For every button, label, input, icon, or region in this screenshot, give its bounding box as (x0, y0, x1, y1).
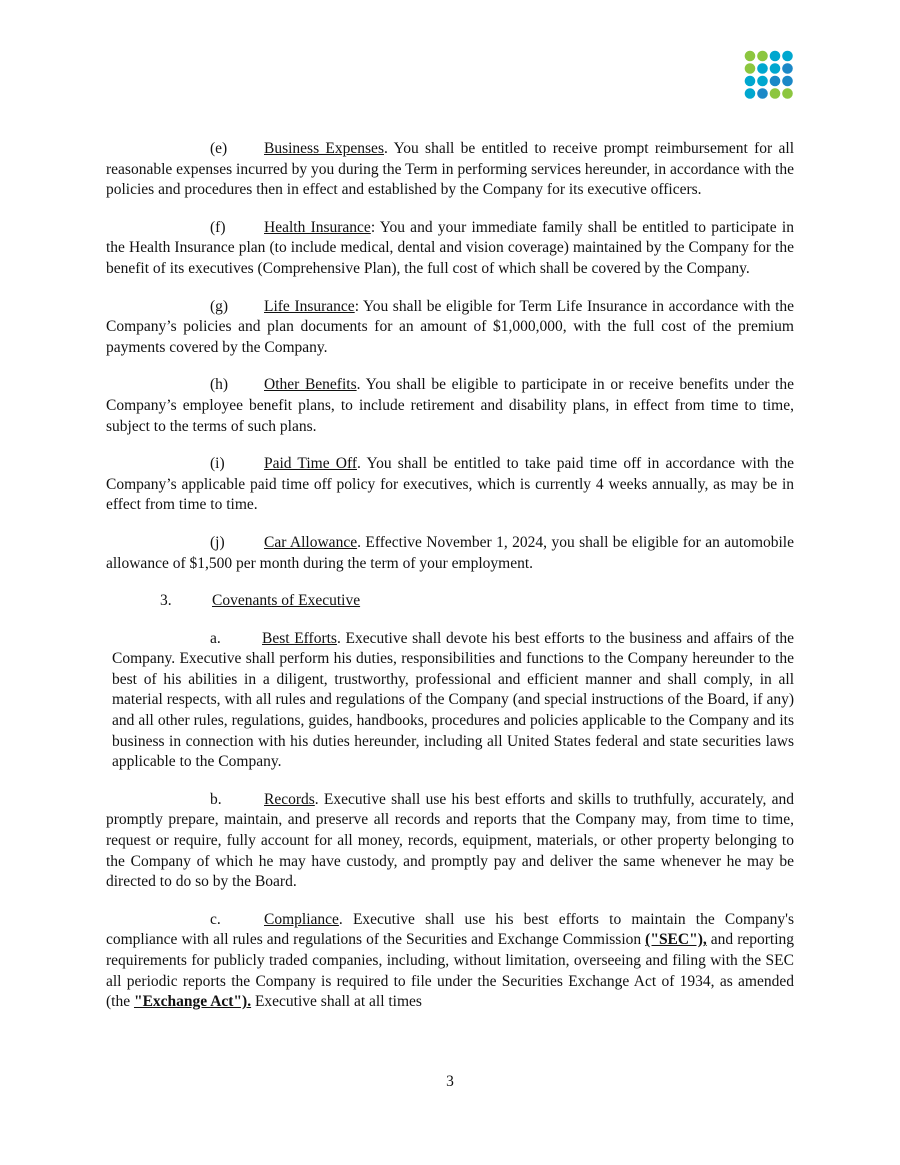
logo-dot (782, 63, 793, 74)
heading-number: 3. (160, 592, 172, 610)
covenant-title: Compliance (264, 910, 339, 928)
covenant-number: c. (210, 910, 221, 928)
section-text: You and your immediate family shall be entitled to participate in the Health Insurance plan (to include medical, dental and vision coverage) maintained by the Company for the benefit of its executives (Comprehensive Plan), the full cost of which shall be covered by the Company. (106, 218, 794, 277)
logo-dot (782, 88, 793, 99)
covenants-heading (106, 591, 794, 612)
covenant-text: Executive shall devote his best efforts to the business and affairs of the Company. Executive shall perform his duties, responsibilities and functions to the Company hereunder to the best of his abilities in a diligent, trustworthy, professional and efficient manner and shall comply, in all material respects, with all rules and regulations of the Company (and special instructions of the Board, if any) and all other rules, regulations, guides, handbooks, procedures and policies applicable to the Company and its business in connection with his duties hereunder, including all United States federal and state securities laws applicable to the Company. (112, 629, 795, 771)
logo-dot (745, 63, 756, 74)
section-h: (h) Other Benefits. You shall be eligible to participate in or receive benefits under the Company’s employee benefit plans, to include retirement and disability plans, in effect from time to time, subject to the terms of such plans. (106, 376, 794, 435)
section-title: Life Insurance (264, 297, 355, 315)
covenant-number: a. (210, 629, 221, 647)
logo-dot (757, 76, 768, 87)
logo-dot (770, 88, 781, 99)
logo-dot (770, 76, 781, 87)
section-e: (e) Business Expenses. You shall be entitled to receive prompt reimbursement for all reasonable expenses incurred by you during the Term in performing services hereunder, in accordance with the policies and procedures then in effect and established by the Company for its executive officers. (106, 140, 795, 199)
section-title: Other Benefits (264, 376, 357, 394)
section-number: (i) (210, 455, 225, 473)
covenant-text-3: Executive shall at all times (251, 993, 422, 1011)
section-number: (f) (210, 218, 226, 236)
section-i: (i) Paid Time Off. You shall be entitled to take paid time off in accordance with the Company’s applicable paid time off policy for executives, which is currently 4 weeks annually, as may be in effect from time to time. (106, 455, 794, 514)
document-body (106, 139, 794, 1013)
section-number: (g) (210, 297, 229, 315)
logo-dot (770, 51, 781, 62)
exchange-act-defined-term: "Exchange Act"). (133, 993, 252, 1011)
section-f: (f) Health Insurance: You and your immediate family shall be entitled to participate in the Health Insurance plan (to include medical, dental and vision coverage) maintained by the Company for the benefit of its executives (Comprehensive Plan), the full cost of which shall be covered by the Company. (106, 218, 794, 277)
section-title: Health Insurance (264, 218, 371, 236)
company-logo (744, 50, 794, 100)
covenant-title: Records (264, 790, 315, 808)
covenant-b: b. Records. Executive shall use his best efforts and skills to truthfully, accurately, and promptly prepare, maintain, and preserve all records and reports that the Company may, from time to time, request or require, fully account for all money, records, equipment, materials, or other property belonging to the Company of which he may have custody, and promptly pay and deliver the same whenever he may be directed to do so by the Board. (106, 790, 794, 891)
section-text: You shall be entitled to take paid time off in accordance with the Company’s applicable paid time off policy for executives, which is currently 4 weeks annually, as may be in effect from time to time. (106, 455, 794, 514)
section-number: (h) (210, 376, 229, 394)
section-number: (e) (210, 140, 228, 157)
sec-defined-term: ("SEC"), (645, 931, 707, 949)
covenant-number: b. (210, 790, 222, 808)
logo-dot (745, 51, 756, 62)
covenant-text-1: . Executive shall use his best efforts to maintain the Company's compliance with all rules and regulations of the Securities and Exchange Commission (106, 910, 794, 949)
logo-dot (745, 76, 756, 87)
section-text: You shall be eligible to participate in or receive benefits under the Company’s employee benefit plans, to include retirement and disability plans, in effect from time to time, subject to the terms of such plans. (106, 376, 794, 435)
covenant-text-2: and reporting requirements for publicly traded companies, including, without limitation, overseeing and filing with the SEC all periodic reports the Company is required to file under the Securities Exchange Act of 1934, as amended (the (106, 931, 795, 1011)
section-title: Business Expenses (264, 140, 384, 157)
covenant-text: Executive shall use his best efforts and skills to truthfully, accurately, and promptly prepare, maintain, and preserve all records and reports that the Company may, from time to time, request or require, fully account for all money, records, equipment, materials, or other property belonging to the Company of which he may have custody, and promptly pay and deliver the same whenever he may be directed to do so by the Board. (106, 790, 794, 891)
section-j: (j) Car Allowance. Effective November 1, 2024, you shall be eligible for an automobile allowance of $1,500 per month during the term of your employment. (106, 533, 794, 572)
section-g: (g) Life Insurance: You shall be eligible for Term Life Insurance in accordance with the Company’s policies and plan documents for an amount of $1,000,000, with the full cost of the premium payments covered by the Company. (106, 297, 795, 356)
logo-dot (745, 88, 756, 99)
heading-title: Covenants of Executive (212, 592, 361, 610)
section-text: You shall be entitled to receive prompt reimbursement for all reasonable expenses incurred by you during the Term in performing services hereunder, in accordance with the policies and procedures then in effect and established by the Company for its executive officers. (106, 140, 795, 199)
covenant-title: Best Efforts (262, 629, 337, 647)
covenant-a: a. Best Efforts. Executive shall devote his best efforts to the business and affairs of the Company. Executive shall perform his duties, responsibilities and functions to the Company hereunder to the best of his abilities in a diligent, trustworthy, professional and efficient manner and shall comply, in all material respects, with all rules and regulations of the Company (and special instructions of the Board, if any) and all other rules, regulations, guides, handbooks, procedures and policies applicable to the Company and its business in connection with his duties hereunder, including all United States federal and state securities laws applicable to the Company. (112, 629, 795, 771)
logo-dot (757, 88, 768, 99)
logo-dot (782, 76, 793, 87)
logo-dot (757, 51, 768, 62)
section-text: You shall be eligible for Term Life Insurance in accordance with the Company’s policies and plan documents for an amount of $1,000,000, with the full cost of the premium payments covered by the Company. (106, 297, 795, 356)
section-number: (j) (210, 533, 225, 551)
section-text: Effective November 1, 2024, you shall be eligible for an automobile allowance of $1,500 per month during the term of your employment. (106, 533, 794, 572)
logo-dot (782, 51, 793, 62)
logo-dot (757, 63, 768, 74)
logo-dot (770, 63, 781, 74)
page-number: 3 (446, 1073, 454, 1090)
covenant-c (106, 910, 794, 1013)
section-title: Paid Time Off (264, 455, 357, 473)
section-title: Car Allowance (264, 533, 358, 551)
